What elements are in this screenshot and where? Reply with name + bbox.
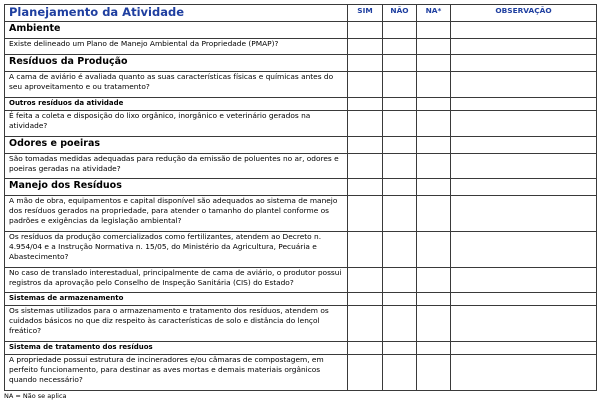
sim-cell[interactable]	[348, 55, 383, 72]
observacao-cell[interactable]	[451, 355, 597, 391]
na-cell[interactable]	[417, 111, 451, 137]
question-text: São tomadas medidas adequadas para redução da emissão de poluentes no ar, odores e poeiras geradas na atividade?	[5, 154, 348, 179]
observacao-cell[interactable]	[451, 293, 597, 306]
nao-cell[interactable]	[383, 232, 417, 268]
checklist-table	[4, 4, 597, 391]
question-text: Existe delineado um Plano de Manejo Ambiental da Propriedade (PMAP)?	[5, 39, 348, 55]
nao-cell[interactable]	[383, 293, 417, 306]
question-row	[5, 154, 597, 179]
nao-cell[interactable]	[383, 179, 417, 196]
subsection-heading: Sistemas de armazenamento	[5, 293, 348, 306]
observacao-cell[interactable]	[451, 137, 597, 154]
nao-cell[interactable]	[383, 55, 417, 72]
sim-cell[interactable]	[348, 98, 383, 111]
question-text: Os resíduos da produção comercializados como fertilizantes, atendem ao Decreto n. 4.954/04 e a Instrução Normativa n. 15/05, do Ministério da Agricultura, Pecuária e Abastecimento?	[5, 232, 348, 268]
na-cell[interactable]	[417, 98, 451, 111]
observacao-cell[interactable]	[451, 72, 597, 98]
sim-cell[interactable]	[348, 154, 383, 179]
nao-cell[interactable]	[383, 137, 417, 154]
column-header-na: NA*	[417, 5, 451, 22]
sim-cell[interactable]	[348, 111, 383, 137]
question-text: No caso de translado interestadual, principalmente de cama de aviário, o produtor possui registros da aprovação pelo Conselho de Inspeção Sanitária (CIS) do Estado?	[5, 268, 348, 293]
column-header-observacao: OBSERVAÇÃO	[451, 5, 597, 22]
header-row	[5, 5, 597, 22]
subsection-heading: Outros resíduos da atividade	[5, 98, 348, 111]
nao-cell[interactable]	[383, 154, 417, 179]
section-row	[5, 179, 597, 196]
section-heading: Manejo dos Resíduos	[5, 179, 348, 196]
question-row	[5, 72, 597, 98]
observacao-cell[interactable]	[451, 268, 597, 293]
nao-cell[interactable]	[383, 22, 417, 39]
section-row	[5, 55, 597, 72]
observacao-cell[interactable]	[451, 154, 597, 179]
nao-cell[interactable]	[383, 355, 417, 391]
observacao-cell[interactable]	[451, 306, 597, 342]
section-heading: Odores e poeiras	[5, 137, 348, 154]
question-text: É feita a coleta e disposição do lixo orgânico, inorgânico e veterinário gerados na atividade?	[5, 111, 348, 137]
question-text: A propriedade possui estrutura de incineradores e/ou câmaras de compostagem, em perfeito funcionamento, para destinar as aves mortas e demais materiais orgânicos quando necessário?	[5, 355, 348, 391]
na-cell[interactable]	[417, 355, 451, 391]
sim-cell[interactable]	[348, 179, 383, 196]
question-row	[5, 268, 597, 293]
na-cell[interactable]	[417, 179, 451, 196]
sim-cell[interactable]	[348, 268, 383, 293]
question-text: A mão de obra, equipamentos e capital disponível são adequados ao sistema de manejo dos resíduos gerados na propriedade, para atender o tamanho do plantel conforme os padrões e exigências da legislação ambiental?	[5, 196, 348, 232]
sim-cell[interactable]	[348, 39, 383, 55]
column-header-nao: NÃO	[383, 5, 417, 22]
nao-cell[interactable]	[383, 268, 417, 293]
sim-cell[interactable]	[348, 293, 383, 306]
section-row	[5, 22, 597, 39]
sim-cell[interactable]	[348, 196, 383, 232]
question-text: A cama de aviário é avaliada quanto as suas características físicas e químicas antes do seu aproveitamento e ou tratamento?	[5, 72, 348, 98]
subsection-row	[5, 342, 597, 355]
subsection-row	[5, 98, 597, 111]
sim-cell[interactable]	[348, 22, 383, 39]
footnote: NA = Não se aplica	[4, 392, 67, 400]
sim-cell[interactable]	[348, 306, 383, 342]
sim-cell[interactable]	[348, 137, 383, 154]
question-row	[5, 39, 597, 55]
section-row	[5, 137, 597, 154]
question-text: Os sistemas utilizados para o armazenamento e tratamento dos resíduos, atendem os cuidados básicos no que diz respeito às características de solo e distância do lençol freático?	[5, 306, 348, 342]
na-cell[interactable]	[417, 293, 451, 306]
observacao-cell[interactable]	[451, 98, 597, 111]
section-heading: Resíduos da Produção	[5, 55, 348, 72]
question-row	[5, 111, 597, 137]
column-header-sim: SIM	[348, 5, 383, 22]
nao-cell[interactable]	[383, 39, 417, 55]
nao-cell[interactable]	[383, 306, 417, 342]
table-title: Planejamento da Atividade	[5, 5, 348, 22]
question-row	[5, 355, 597, 391]
nao-cell[interactable]	[383, 98, 417, 111]
sim-cell[interactable]	[348, 232, 383, 268]
observacao-cell[interactable]	[451, 111, 597, 137]
na-cell[interactable]	[417, 55, 451, 72]
question-row	[5, 306, 597, 342]
na-cell[interactable]	[417, 72, 451, 98]
nao-cell[interactable]	[383, 111, 417, 137]
sim-cell[interactable]	[348, 72, 383, 98]
nao-cell[interactable]	[383, 196, 417, 232]
observacao-cell[interactable]	[451, 342, 597, 355]
na-cell[interactable]	[417, 268, 451, 293]
na-cell[interactable]	[417, 39, 451, 55]
na-cell[interactable]	[417, 137, 451, 154]
sim-cell[interactable]	[348, 342, 383, 355]
na-cell[interactable]	[417, 342, 451, 355]
question-row	[5, 232, 597, 268]
observacao-cell[interactable]	[451, 22, 597, 39]
na-cell[interactable]	[417, 196, 451, 232]
observacao-cell[interactable]	[451, 232, 597, 268]
question-row	[5, 196, 597, 232]
observacao-cell[interactable]	[451, 39, 597, 55]
observacao-cell[interactable]	[451, 55, 597, 72]
section-heading: Ambiente	[5, 22, 348, 39]
na-cell[interactable]	[417, 154, 451, 179]
nao-cell[interactable]	[383, 72, 417, 98]
na-cell[interactable]	[417, 232, 451, 268]
observacao-cell[interactable]	[451, 179, 597, 196]
subsection-heading: Sistema de tratamento dos resíduos	[5, 342, 348, 355]
observacao-cell[interactable]	[451, 196, 597, 232]
nao-cell[interactable]	[383, 342, 417, 355]
sim-cell[interactable]	[348, 355, 383, 391]
na-cell[interactable]	[417, 306, 451, 342]
subsection-row	[5, 293, 597, 306]
na-cell[interactable]	[417, 22, 451, 39]
